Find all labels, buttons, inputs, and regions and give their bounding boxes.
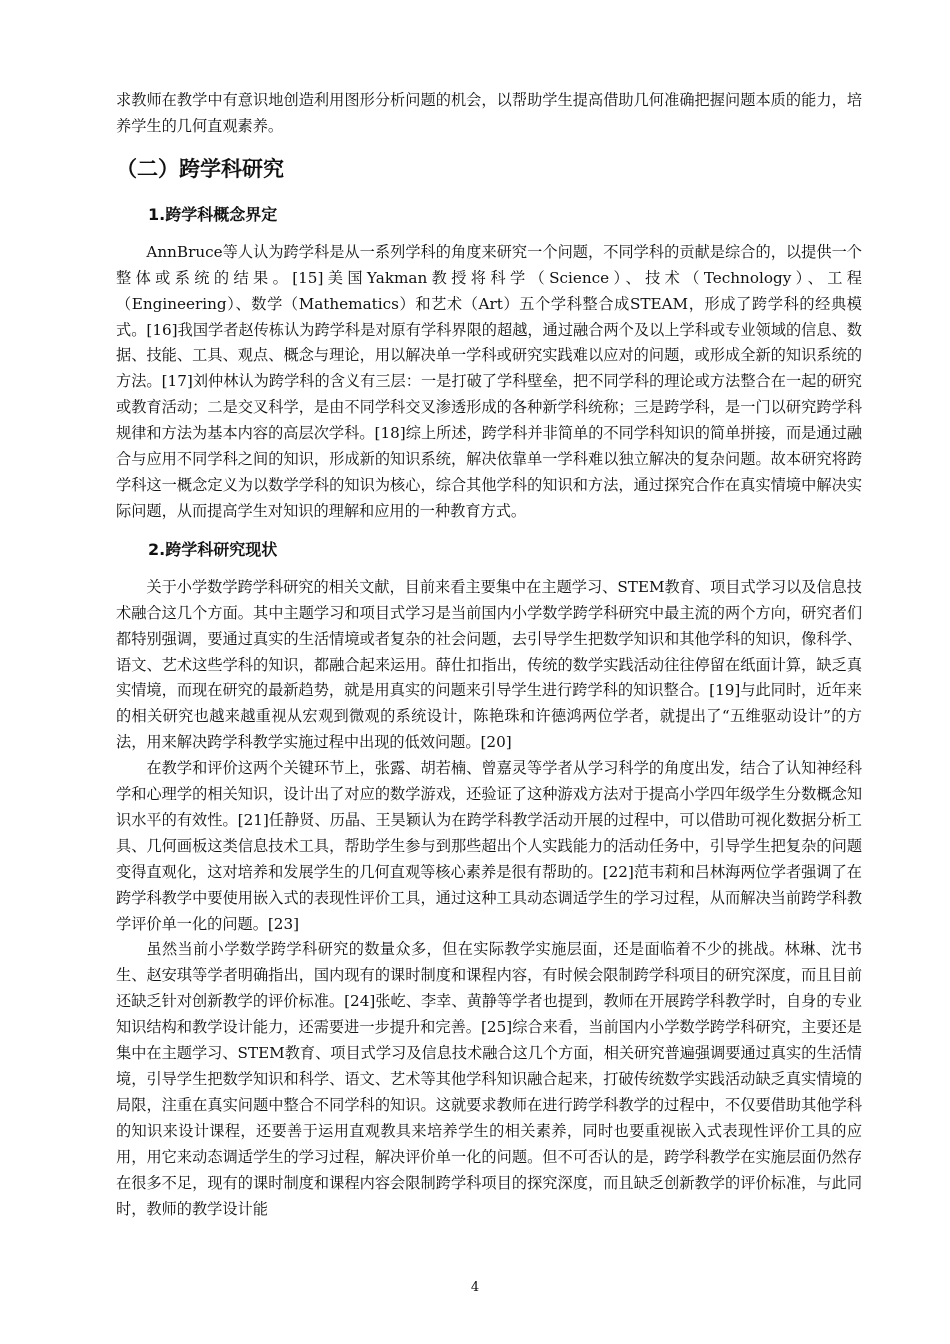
- page-content: [116, 88, 862, 1222]
- section-heading: （二）跨学科研究: [116, 156, 284, 181]
- subsection-heading-2: 2.跨学科研究现状: [148, 539, 278, 559]
- page-number: 4: [470, 1280, 480, 1295]
- status-paragraph-3: 虽然当前小学数学跨学科研究的数量众多，但在实际教学实施层面，还是面临着不少的挑战。林琳、沈书生、赵安琪等学者明确指出，国内现有的课时制度和课程内容，有时候会限制跨学科项目的研究深度，而且目前还缺乏针对创新教学的评价标准。[24]张屹、李幸、黄静等学者也提到，教师在开展跨学科教学时，自身的专业知识结构和教学设计能力，还需要进一步提升和完善。[25]综合来看，当前国内小学数学跨学科研究，主要还是集中在主题学习、STEM教育、项目式学习及信息技术融合这几个方面，相关研究普遍强调要通过真实的生活情境，引导学生把数学知识和科学、语文、艺术等其他学科知识融合起来，打破传统数学实践活动缺乏真实情境的局限，注重在真实问题中整合不同学科的知识。这就要求教师在进行跨学科教学的过程中，不仅要借助其他学科的知识来设计课程，还要善于运用直观教具来培养学生的相关素养，同时也要重视嵌入式表现性评价工具的应用，用它来动态调适学生的学习过程，解决评价单一化的问题。但不可否认的是，跨学科教学在实施层面仍然存在很多不足，现有的课时制度和课程内容会限制跨学科项目的探究深度，而且缺乏创新教学的评价标准，与此同时，教师的教学设计能: [116, 940, 862, 1218]
- subsection-heading-1: 1.跨学科概念界定: [148, 204, 278, 224]
- definition-paragraph: AnnBruce等人认为跨学科是从一系列学科的角度来研究一个问题，不同学科的贡献是综合的，以提供一个整体或系统的结果。[15]美国Yakman教授将科学（Science）、技术（Technology）、工程（Engineering）、数学（Mathematics）和艺术（Art）五个学科整合成STEAM，形成了跨学科的经典模式。[16]我国学者赵传栋认为跨学科是对原有学科界限的超越，通过融合两个及以上学科或专业领域的信息、数据、技能、工具、观点、概念与理论，用以解决单一学科或研究实践难以应对的问题，或形成全新的知识系统的方法。[17]刘仲林认为跨学科的含义有三层：一是打破了学科壁垒，把不同学科的理论或方法整合在一起的研究或教育活动；二是交叉科学，是由不同学科交叉渗透形成的各种新学科统称；三是跨学科，是一门以研究跨学科规律和方法为基本内容的高层次学科。[18]综上所述，跨学科并非简单的不同学科知识的简单拼接，而是通过融合与应用不同学科之间的知识，形成新的知识系统，解决依靠单一学科难以独立解决的复杂问题。故本研究将跨学科这一概念定义为以数学学科的知识为核心，综合其他学科的知识和方法，通过探究合作在真实情境中解决实际问题，从而提高学生对知识的理解和应用的一种教育方式。: [116, 242, 862, 520]
- status-paragraph-2: 在教学和评价这两个关键环节上，张露、胡若楠、曾嘉灵等学者从学习科学的角度出发，结合了认知神经科学和心理学的相关知识，设计出了对应的数学游戏，还验证了这种游戏方法对于提高小学四年级学生分数概念知识水平的有效性。[21]任静贤、历晶、王昊颖认为在跨学科教学活动开展的过程中，可以借助可视化数据分析工具、几何画板这类信息技术工具，帮助学生参与到那些超出个人实践能力的活动任务中，引导学生把复杂的问题变得直观化，这对培养和发展学生的几何直观等核心素养是很有帮助的。[22]范韦莉和吕林海两位学者强调了在跨学科教学中要使用嵌入式的表现性评价工具，通过这种工具动态调适学生的学习过程，从而解决当前跨学科教学评价单一化的问题。[23]: [116, 759, 862, 933]
- intro-paragraph: 求教师在教学中有意识地创造利用图形分析问题的机会，以帮助学生提高借助几何准确把握问题本质的能力，培养学生的几何直观素养。: [116, 91, 862, 135]
- status-paragraph-1: 关于小学数学跨学科研究的相关文献，目前来看主要集中在主题学习、STEM教育、项目式学习以及信息技术融合这几个方面。其中主题学习和项目式学习是当前国内小学数学跨学科研究中最主流的两个方向，研究者们都特别强调，要通过真实的生活情境或者复杂的社会问题，去引导学生把数学知识和其他学科的知识，像科学、语文、艺术这些学科的知识，都融合起来运用。薛仕扣指出，传统的数学实践活动往往停留在纸面计算，缺乏真实情境，而现在研究的最新趋势，就是用真实的问题来引导学生进行跨学科的知识整合。[19]与此同时，近年来的相关研究也越来越重视从宏观到微观的系统设计，陈艳珠和许德鸿两位学者，就提出了“五维驱动设计”的方法，用来解决跨学科教学实施过程中出现的低效问题。[20]: [116, 577, 862, 752]
